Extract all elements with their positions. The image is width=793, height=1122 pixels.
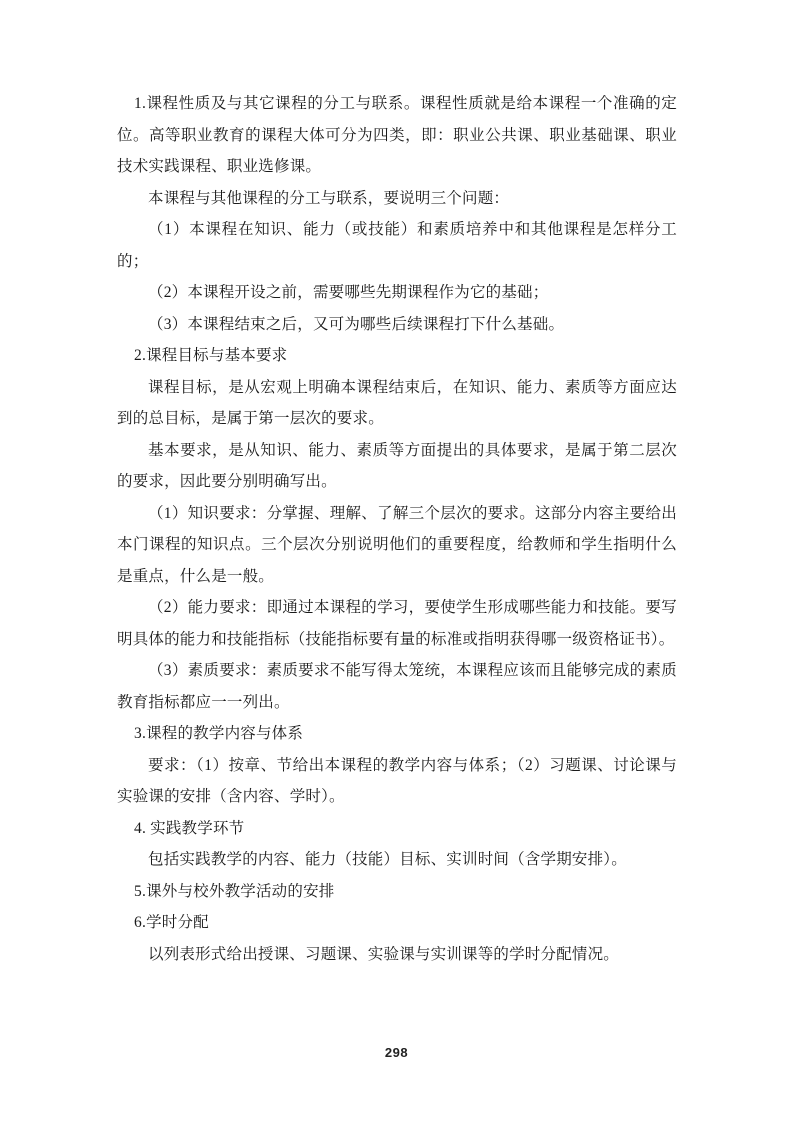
paragraph: 5.课外与校外教学活动的安排 [134, 882, 335, 900]
paragraph: （3）本课程结束之后，又可为哪些后续课程打下什么基础。 [148, 315, 565, 333]
paragraph: 6.学时分配 [134, 914, 209, 931]
paragraph: 包括实践教学的内容、能力（技能）目标、实训时间（含学期安排）。 [148, 851, 627, 868]
paragraph: 4. 实践教学环节 [134, 819, 245, 837]
paragraph: （2）能力要求：即通过本课程的学习，要使学生形成哪些能力和技能。要写明具体的能力和技能指标（技能指标要有量的标准或指明获得哪一级资格证书）。 [117, 599, 677, 648]
paragraph: 1.课程性质及与其它课程的分工与联系。课程性质就是给本课程一个准确的定位。高等职业教育的课程大体可分为四类，即：职业公共课、职业基础课、职业技术实践课程、职业选修课。 [117, 95, 677, 175]
page-top-rule [0, 28, 793, 29]
page-body [117, 88, 677, 970]
paragraph: （1）知识要求：分掌握、理解、了解三个层次的要求。这部分内容主要给出本门课程的知识点。三个层次分别说明他们的重要程度，给教师和学生指明什么是重点，什么是一般。 [117, 504, 677, 585]
paragraph: （1）本课程在知识、能力（或技能）和素质培养中和其他课程是怎样分工的； [117, 221, 677, 270]
paragraph: （3）素质要求：素质要求不能写得太笼统，本课程应该而且能够完成的素质教育指标都应一一列出。 [117, 662, 677, 711]
page-number: 298 [384, 1045, 409, 1060]
paragraph: 课程目标，是从宏观上明确本课程结束后，在知识、能力、素质等方面应达到的总目标，是属于第一层次的要求。 [117, 378, 677, 427]
paragraph: 3.课程的教学内容与体系 [134, 725, 304, 742]
paragraph: 2.课程目标与基本要求 [134, 347, 288, 364]
paragraph: （2）本课程开设之前，需要哪些先期课程作为它的基础； [148, 284, 549, 301]
paragraph: 基本要求，是从知识、能力、素质等方面提出的具体要求，是属于第二层次的要求，因此要分别明确写出。 [117, 441, 677, 490]
paragraph: 要求：（1）按章、节给出本课程的教学内容与体系；（2）习题课、讨论课与实验课的安排（含内容、学时）。 [117, 756, 677, 805]
paragraph: 以列表形式给出授课、习题课、实验课与实训课等的学时分配情况。 [148, 945, 620, 963]
paragraph: 本课程与其他课程的分工与联系，要说明三个问题： [148, 189, 510, 207]
